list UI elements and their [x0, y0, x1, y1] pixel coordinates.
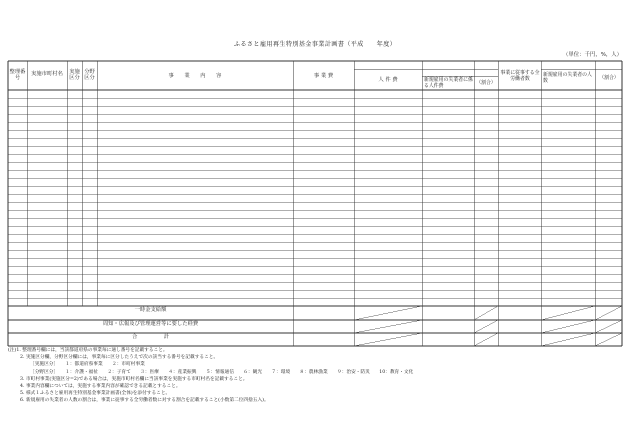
header-ratio-count: （割合） — [599, 75, 619, 81]
note-2: 2. 実施区分欄，分野区分欄には，事業毎に区分したうえで次の該当する番号を記載すること。 — [20, 355, 219, 361]
page-title: ふるさと雇用再生特別基金事業計画書（平成 年度） — [233, 41, 397, 48]
header-bunya-kubun: 分野区分 — [84, 69, 95, 82]
header-jisshi-kubun: 実施区分 — [69, 69, 80, 82]
header-jigyouhi: 事 業 費 — [313, 73, 334, 79]
unit-note: （単位：千円，%，人） — [562, 52, 622, 58]
header-workers: 事業に従事する全労働者数 — [500, 70, 540, 82]
header-new-hire-count: 新規雇用の失業者の人数 — [543, 72, 592, 84]
header-seiri: 整理番号 — [9, 69, 26, 82]
header-jinkenhi: 人 件 費 — [378, 77, 398, 83]
note-4: 4. 事業内容欄については，実施する事業内容が確認できる記載とすること。 — [20, 383, 181, 389]
note-2-jisshi-kubun: ［実施区分］ １：都道府県事業 ２：市町村事業 — [30, 362, 145, 368]
header-new-hire-cost: 新規雇用の失業者に係る人件費 — [424, 77, 473, 89]
note-2-bunya-kubun: ［分野区分］ １：介護・福祉 ２：子育て ３：医療 ４：産業振興 ５：情報通信 ６：観光 ７：環境 ８：農林漁業 ９：治安・防災 10：教育・文化 — [30, 369, 414, 375]
footer-lump-sum-label: 一時金支給額 — [134, 307, 167, 313]
header-ratio-cost: （割合） — [476, 80, 496, 86]
note-1: (注)1. 整理番号欄には，当該都道府県の事業毎に通し番号を記載すること。 — [8, 348, 168, 353]
note-6: 6. 新規雇用の失業者の人数の割合は，事業に従事する全労働者数に対する割合を記載すること(小数第二位四捨五入)。 — [20, 398, 269, 404]
note-3: 3. 市町村事業(実施区分=2)である場合は，実施市町村名欄に当該事業を実施する市町村名を記載すること。 — [20, 376, 248, 382]
footer-admin-cost-label: 周知・広報及び管理運営等に要した経費 — [102, 321, 199, 327]
footer-total-label: 合 計 — [131, 334, 170, 340]
header-naiyou: 事 業 内 容 — [168, 73, 222, 79]
notes-section — [8, 347, 413, 405]
header-municipality: 実施市町村名 — [31, 71, 63, 77]
note-5: 5. 様式１ふるさと雇用再生特別基金事業計画書(全体)を添付すること。 — [20, 391, 171, 397]
